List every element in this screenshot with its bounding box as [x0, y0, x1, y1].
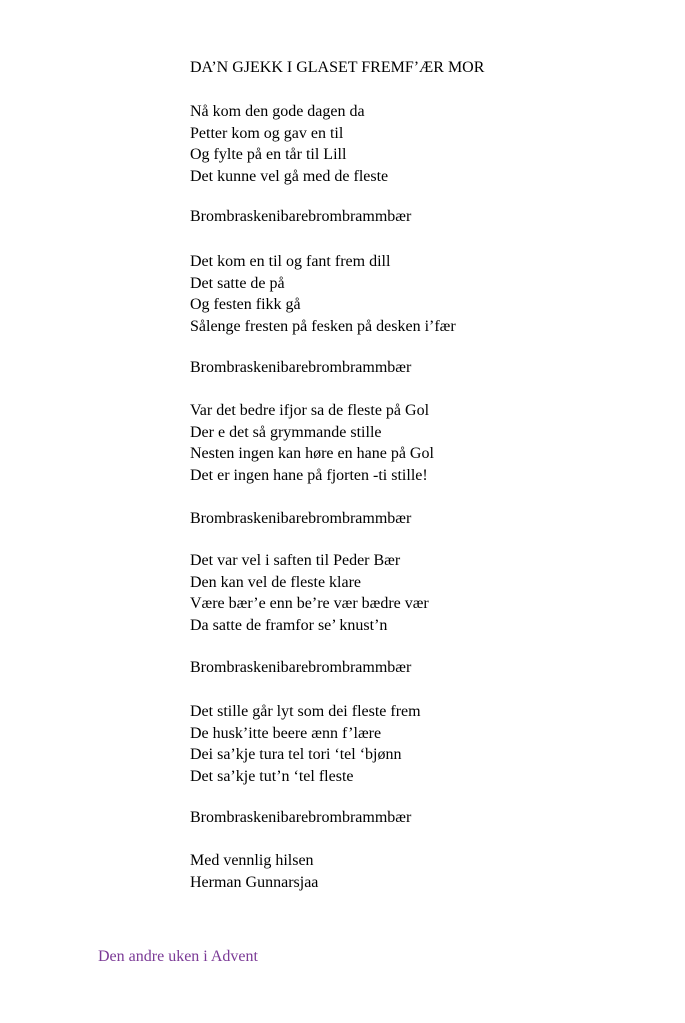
poem-line: Og fylte på en tår til Lill — [190, 146, 347, 163]
poem-line: Være bær’e enn be’re vær bædre vær — [190, 595, 429, 612]
refrain-line: Brombraskenibarebrombrammbær — [190, 809, 412, 826]
poem-line: Det sa’kje tut’n ‘tel fleste — [190, 767, 354, 785]
refrain-5 — [190, 807, 411, 829]
poem-line: Nesten ingen kan høre en hane på Gol — [190, 445, 434, 462]
signature — [190, 850, 318, 893]
poem-line: Der e det så grymmande stille — [190, 423, 382, 441]
stanza-4 — [190, 550, 429, 636]
poem-line: Det kunne vel gå med de fleste — [190, 167, 389, 185]
refrain-line: Brombraskenibarebrombrammbær — [190, 208, 412, 225]
poem-line: De husk’itte beere ænn f’lære — [190, 724, 382, 742]
stanza-2 — [190, 251, 456, 337]
refrain-1 — [190, 206, 411, 228]
poem-line: Sålenge fresten på fesken på desken i’fær — [190, 317, 456, 335]
poem-line: Den kan vel de fleste klare — [190, 573, 362, 591]
poem-line: Det satte de på — [190, 274, 285, 292]
poem-line: Det stille går lyt som dei fleste frem — [190, 703, 421, 720]
poem-title: DA’N GJEKK I GLASET FREMF’ÆR MOR — [190, 59, 485, 76]
poem-line: Petter kom og gav en til — [190, 124, 344, 142]
poem-line: Da satte de framfor se’ knust’n — [190, 616, 388, 634]
stanza-3 — [190, 400, 434, 486]
refrain-line: Brombraskenibarebrombrammbær — [190, 510, 412, 527]
refrain-2 — [190, 357, 411, 379]
poem-line: Og festen fikk gå — [190, 296, 301, 313]
poem-line: Nå kom den gode dagen da — [190, 103, 365, 120]
poem-line: Det kom en til og fant frem dill — [190, 253, 391, 270]
refrain-4 — [190, 657, 411, 679]
poem-line: Var det bedre ifjor sa de fleste på Gol — [190, 402, 430, 419]
poem-line: Det er ingen hane på fjorten -ti stille! — [190, 466, 428, 484]
closing-line: Med vennlig hilsen — [190, 852, 314, 869]
poem-line: Det var vel i saften til Peder Bær — [190, 552, 401, 569]
stanza-5 — [190, 701, 421, 787]
stanza-1 — [190, 101, 388, 187]
poem-line: Dei sa’kje tura tel tori ‘tel ‘bjønn — [190, 746, 402, 763]
refrain-line: Brombraskenibarebrombrammbær — [190, 659, 412, 676]
footer-advent-note: Den andre uken i Advent — [98, 948, 258, 965]
author-name: Herman Gunnarsjaa — [190, 873, 319, 891]
refrain-line: Brombraskenibarebrombrammbær — [190, 359, 412, 376]
refrain-3 — [190, 508, 411, 530]
